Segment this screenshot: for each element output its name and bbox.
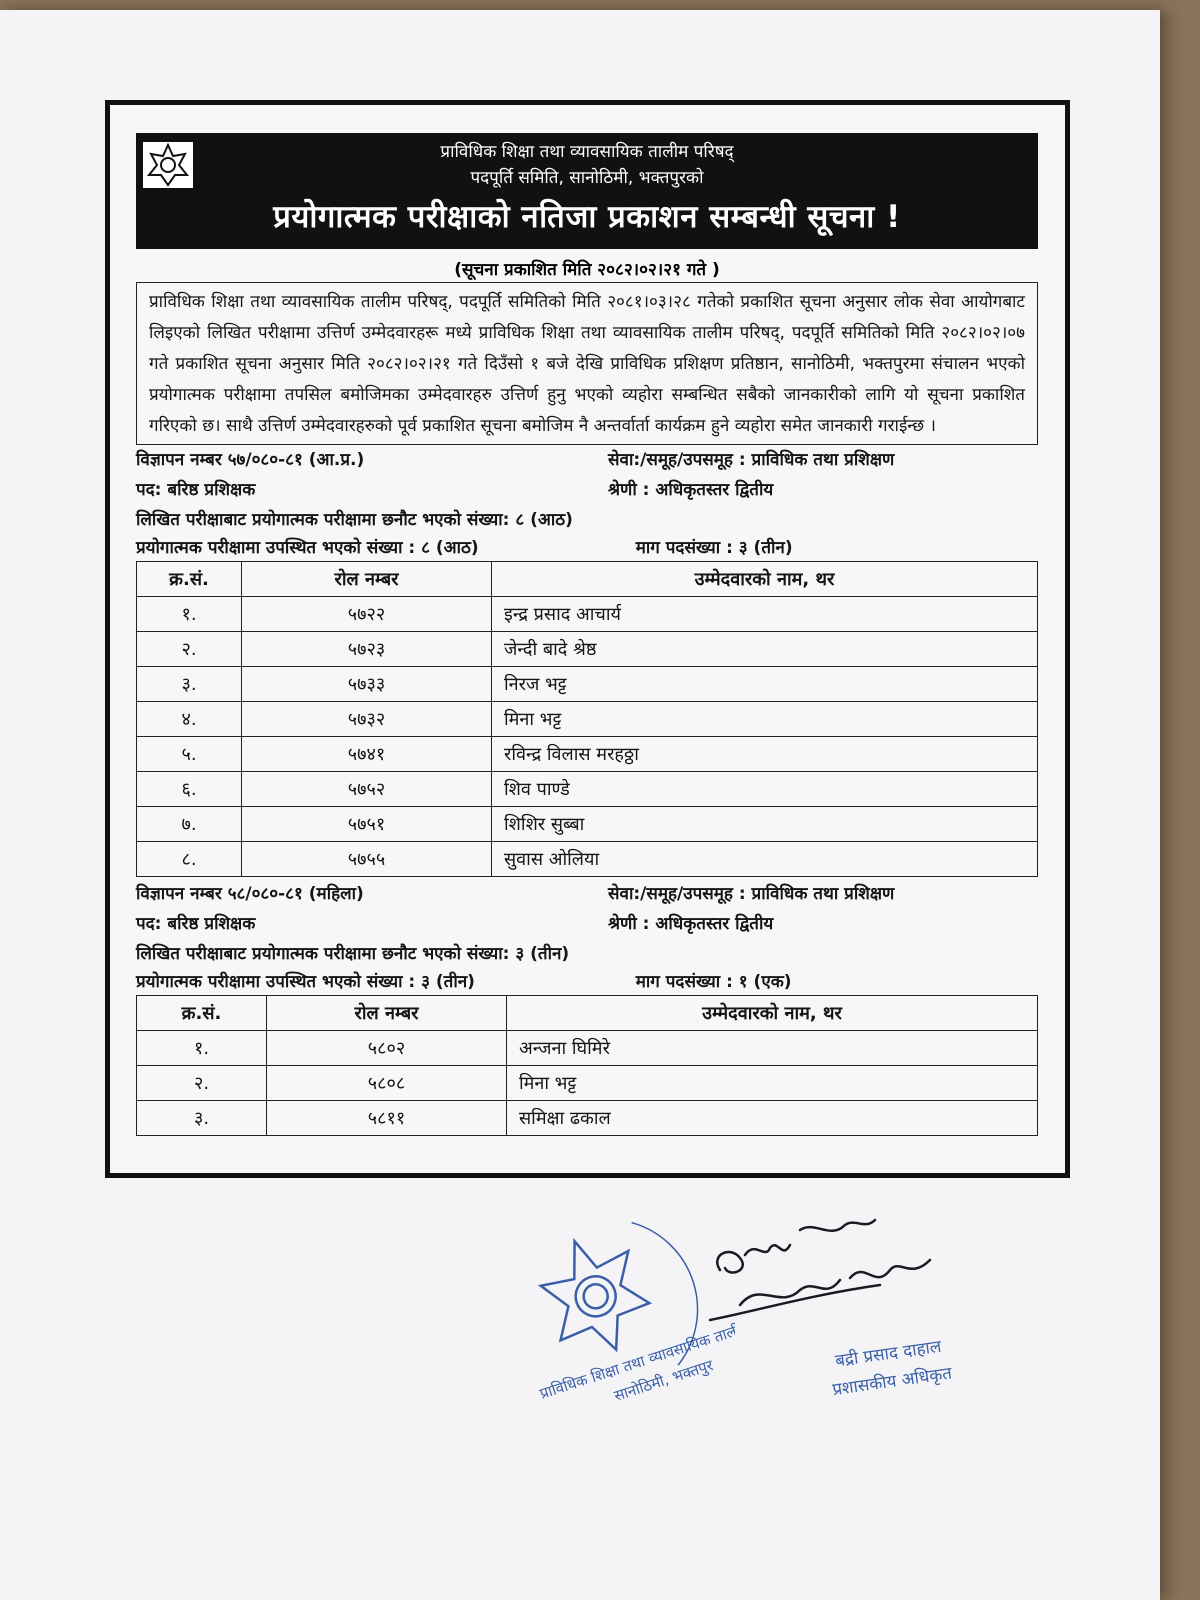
name-cell: अन्जना घिमिरे (507, 1031, 1038, 1066)
present-count: प्रयोगात्मक परीक्षामा उपस्थित भएको संख्या : ३ (तीन) (136, 972, 475, 992)
official-name: बद्री प्रसाद दाहाल (833, 1336, 943, 1372)
name-cell: जेन्दी बादे श्रेष्ठ (492, 632, 1038, 667)
result-table-2 (136, 995, 1038, 1136)
name-cell: मिना भट्ट (492, 702, 1038, 737)
roll-cell: ५८०२ (267, 1031, 507, 1066)
demand-count: माग पदसंख्या : ३ (तीन) (635, 538, 793, 558)
present-count: प्रयोगात्मक परीक्षामा उपस्थित भएको संख्या : ८ (आठ) (136, 538, 479, 558)
serial-cell: १. (137, 1031, 267, 1066)
org-name: प्राविधिक शिक्षा तथा व्यावसायिक तालीम परिषद् (440, 142, 734, 162)
name-cell: रविन्द्र विलास मरहठ्ठा (492, 737, 1038, 772)
post-name: पद: बरिष्ठ प्रशिक्षक (136, 914, 256, 934)
advert-number: विज्ञापन नम्बर ५७/०८०-८१ (आ.प्र.) (136, 450, 365, 470)
official-title: प्रशासकीय अधिकृत (831, 1363, 954, 1401)
name-cell: मिना भट्ट (507, 1066, 1038, 1101)
name-cell: समिक्षा ढकाल (507, 1101, 1038, 1136)
service-group: सेवा:/समूह/उपसमूह : प्राविधिक तथा प्रशिक्षण (608, 450, 895, 470)
roll-cell: ५७५१ (242, 807, 492, 842)
notice-content (136, 133, 1038, 1136)
published-date: (सूचना प्रकाशित मिति २०८२।०२।२१ गते ) (454, 260, 720, 280)
service-group: सेवा:/समूह/उपसमूह : प्राविधिक तथा प्रशिक्षण (608, 884, 895, 904)
serial-cell: ४. (137, 702, 242, 737)
name-cell: निरज भट्ट (492, 667, 1038, 702)
col-serial: क्र.सं. (137, 996, 267, 1031)
table-header-row (137, 996, 1038, 1031)
roll-cell: ५७५५ (242, 842, 492, 877)
roll-cell: ५७५२ (242, 772, 492, 807)
name-cell: शिव पाण्डे (492, 772, 1038, 807)
level: श्रेणी : अधिकृतस्तर द्वितीय (608, 480, 774, 500)
committee-name: पदपूर्ति समिति, सानोठिमी, भक्तपुरको (470, 168, 704, 188)
selected-count: लिखित परीक्षाबाट प्रयोगात्मक परीक्षामा छनौट भएको संख्या: ३ (तीन) (136, 944, 570, 964)
table-row (137, 632, 1038, 667)
table-row (137, 1101, 1038, 1136)
post-name: पद: बरिष्ठ प्रशिक्षक (136, 480, 256, 500)
serial-cell: १. (137, 597, 242, 632)
table-row (137, 597, 1038, 632)
roll-cell: ५८११ (267, 1101, 507, 1136)
table-row (137, 772, 1038, 807)
paper-sheet (0, 10, 1160, 1600)
serial-cell: २. (137, 632, 242, 667)
serial-cell: ८. (137, 842, 242, 877)
name-cell: इन्द्र प्रसाद आचार्य (492, 597, 1038, 632)
seal-location: सानोठिमी, भक्तपुर (611, 1356, 716, 1405)
roll-cell: ५७३३ (242, 667, 492, 702)
col-roll: रोल नम्बर (242, 562, 492, 597)
notice-body: प्राविधिक शिक्षा तथा व्यावसायिक तालीम परिषद्, पदपूर्ति समितिको मिति २०८१।०३।२८ गतेको प्रकाशित सूचना अनुसार लोक सेवा आयोगबाट लिइएको लिखित परीक्षामा उत्तिर्ण उम्मेदवारहरू मध्ये प्राविधिक शिक्षा तथा व्यावसायिक तालीम परिषद्, पदपूर्ति समितिको मिति २०८२।०२।०७ गते प्रकाशित सूचना अनुसार मिति २०८२।०२।२१ गते दिउँसो १ बजे देखि प्राविधिक प्रशिक्षण प्रतिष्ठान, सानोठिमी, भक्तपुरमा संचालन भएको प्रयोगात्मक परीक्षामा तपसिल बमोजिमका उम्मेदवारहरु उत्तिर्ण हुनु भएको व्यहोरा सम्बन्धित सबैको जानकारीको लागि यो सूचना प्रकाशित गरिएको छ। साथै उत्तिर्ण उम्मेदवारहरुको पूर्व प्रकाशित सूचना बमोजिम नै अन्तर्वार्ता कार्यक्रम हुने व्यहोरा समेत जानकारी गराईन्छ । (136, 282, 1038, 445)
table-row (137, 807, 1038, 842)
notice-header (136, 133, 1038, 249)
level: श्रेणी : अधिकृतस्तर द्वितीय (608, 914, 774, 934)
name-cell: शिशिर सुब्बा (492, 807, 1038, 842)
notice-title: प्रयोगात्मक परीक्षाको नतिजा प्रकाशन सम्बन्धी सूचना ! (273, 199, 901, 235)
table-row (137, 737, 1038, 772)
table-header-row (137, 562, 1038, 597)
table-row (137, 1066, 1038, 1101)
col-serial: क्र.सं. (137, 562, 242, 597)
roll-cell: ५७३२ (242, 702, 492, 737)
serial-cell: २. (137, 1066, 267, 1101)
demand-count: माग पदसंख्या : १ (एक) (635, 972, 792, 992)
table-row (137, 667, 1038, 702)
notice-frame (105, 100, 1070, 1178)
serial-cell: ६. (137, 772, 242, 807)
serial-cell: ५. (137, 737, 242, 772)
result-table-1 (136, 561, 1038, 877)
col-name: उम्मेदवारको नाम, थर (492, 562, 1038, 597)
table-row (137, 842, 1038, 877)
selected-count: लिखित परीक्षाबाट प्रयोगात्मक परीक्षामा छनौट भएको संख्या: ८ (आठ) (136, 510, 573, 530)
col-roll: रोल नम्बर (267, 996, 507, 1031)
name-cell: सुवास ओलिया (492, 842, 1038, 877)
serial-cell: ३. (137, 667, 242, 702)
roll-cell: ५७४१ (242, 737, 492, 772)
serial-cell: ७. (137, 807, 242, 842)
roll-cell: ५७२३ (242, 632, 492, 667)
serial-cell: ३. (137, 1101, 267, 1136)
section1-meta (136, 445, 1038, 561)
table-row (137, 702, 1038, 737)
advert-number: विज्ञापन नम्बर ५८/०८०-८१ (महिला) (136, 884, 364, 904)
section2-meta (136, 879, 1038, 995)
roll-cell: ५७२२ (242, 597, 492, 632)
col-name: उम्मेदवारको नाम, थर (507, 996, 1038, 1031)
seal-text: प्राविधिक शिक्षा तथा व्यावसायिक तालीम (537, 1318, 735, 1403)
roll-cell: ५८०८ (267, 1066, 507, 1101)
table-row (137, 1031, 1038, 1066)
